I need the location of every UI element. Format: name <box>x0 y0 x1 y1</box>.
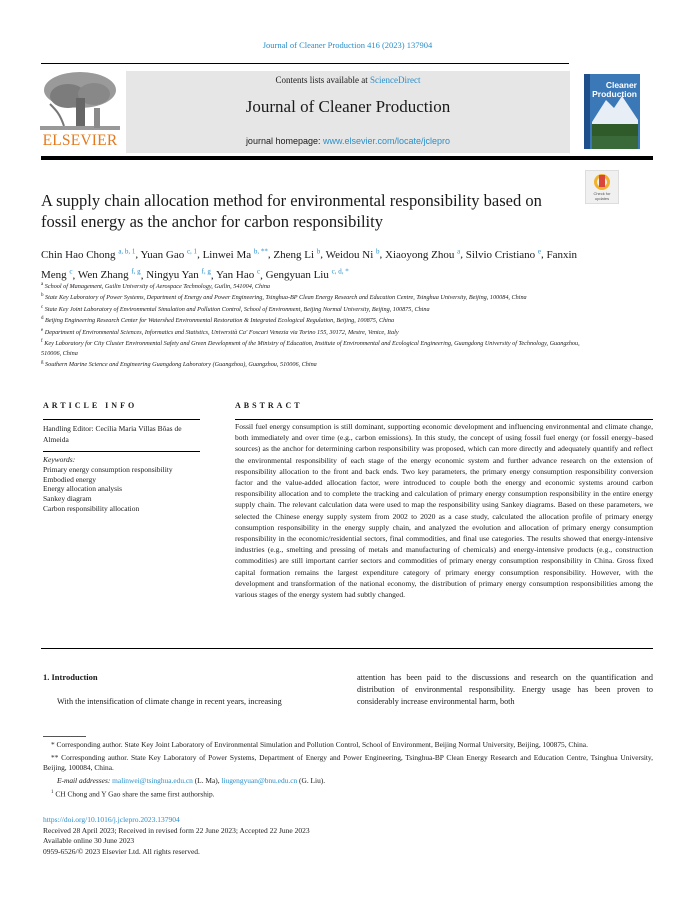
copyright: 0959-6526/© 2023 Elsevier Ltd. All rights reserved. <box>43 846 200 856</box>
author-affiliation-marks[interactable]: c, 1 <box>186 247 198 255</box>
article-info-rule <box>43 419 200 420</box>
affiliation-list <box>41 280 601 370</box>
affiliation <box>41 280 601 291</box>
author-affiliation-marks[interactable]: f, g <box>131 267 141 276</box>
author[interactable] <box>326 249 380 261</box>
author-separator: , <box>140 269 147 282</box>
affiliation-text: Beijing Engineering Research Center for Watershed Environmental Restoration & Integrated Ecological Regulation, Beijing, 100875, China <box>45 317 395 325</box>
author-separator: , <box>72 269 78 282</box>
author-affiliation-marks[interactable]: e <box>537 247 541 255</box>
introduction-left-column: With the intensification of climate change in recent years, increasing <box>57 697 282 706</box>
journal-title: Journal of Cleaner Production <box>245 97 451 116</box>
email-label: E-mail addresses: <box>57 775 111 785</box>
email-link[interactable]: liugengyuan@bnu.edu.cn <box>221 775 298 785</box>
masthead-rule <box>41 156 653 160</box>
author[interactable] <box>273 249 320 261</box>
affiliation-key: d <box>41 316 44 322</box>
journal-cover[interactable] <box>584 74 640 149</box>
footnote-corresponding-1: * Corresponding author. State Key Joint Laboratory of Environmental Simulation and Pollution Control, School of Environment, Beijing Normal University, Beijing, 100875, China. <box>51 740 588 749</box>
keyword: Sankey diagram <box>43 494 92 504</box>
affiliation <box>41 291 601 302</box>
author-name: Gengyuan Liu <box>265 269 329 282</box>
abstract-rule <box>235 419 653 420</box>
tree-icon <box>40 70 120 132</box>
introduction-heading: 1. Introduction <box>43 672 98 682</box>
abstract-text: Fossil fuel energy consumption is still dominant, supporting economic development and influencing environmental and climate change, both immediately and over time (e.g., carbon emissions). In this study, the concept of using fossil fuel energy (or fossil energy–based sources) as the anchor for determining carbon responsibility was proposed, which can more directly and adequately quantify and reflect the environmental responsibility of each stage of the energy economic system and further advance research on the extension of responsibility allocation to the front and back ends. Two key parameters, the primary energy consumption responsibility conversion factor and the value-added allocation factor, were introduced to couple both the energy and economic systems around carbon responsibility allocation and to complete the tracking and calculation of primary energy consumption responsibility in the entire energy supply chain. The relevant calculation data were used to map the responsibility using Sankey diagrams. Based on these parameters, we selected the Chinese energy supply system from 2002 to 2020 as a case study, calculated the allocation profile of primary energy consumption responsibility in the energy supply chain, and analyzed the evolution and allocation of primary energy consumption responsibility in the economic/residential sectors, final commodities, and final use categories. The results showed that energy-intensive industries (e.g., smelting and pressing of metals and manufacturing of chemicals) and energy-intensive products (e.g., construction commodities) are still important carrier sectors and commodities of primary energy consumption responsibility in China. Gross fixed capital formation remains the largest expenditure category of primary energy consumption responsibility. However, with the development and transformation of the national economy, the distribution of primary energy consumption responsibilities among the various stages of the energy system had subtly changed. <box>235 422 653 600</box>
elsevier-wordmark: ELSEVIER <box>42 132 118 149</box>
footnote-corresponding-2: ** Corresponding author. State Key Laboratory of Power Systems, Department of Energy and Power Engineering, Tsinghua-BP Clean Energy Research and Education Centre, Tsinghua University, Beijing, 100084, China. <box>43 752 653 772</box>
affiliation-key: c <box>41 304 44 310</box>
author-name: Yan Hao <box>215 269 255 282</box>
abstract-heading: ABSTRACT <box>235 401 303 410</box>
keyword: Carbon responsibility allocation <box>43 503 140 513</box>
author-name: Linwei Ma <box>202 248 252 261</box>
author-affiliation-marks[interactable]: a <box>457 247 461 255</box>
author-list <box>41 243 601 284</box>
abstract-bottom-rule <box>41 648 653 649</box>
keywords-label: Keywords: <box>43 455 76 464</box>
crossmark-line2: updates <box>594 196 610 201</box>
author[interactable] <box>385 249 460 261</box>
author-name: Silvio Cristiano <box>465 248 536 261</box>
article-info-heading: ARTICLE INFO <box>43 401 138 410</box>
author-name: Wen Zhang <box>77 269 129 282</box>
publication-info <box>43 815 543 857</box>
history: Received 28 April 2023; Received in revised form 22 June 2023; Accepted 22 June 2023 <box>43 825 310 835</box>
footnote-mark: 1 <box>51 790 54 795</box>
footnotes <box>43 740 653 802</box>
author-separator: , <box>260 269 266 282</box>
author-name: Ningyu Yan <box>146 269 199 282</box>
affiliation-key: f <box>41 339 43 345</box>
footnote-emails <box>43 776 653 787</box>
author-affiliation-marks[interactable]: c <box>69 267 73 276</box>
doi-link[interactable]: https://doi.org/10.1016/j.jclepro.2023.137904 <box>43 815 180 824</box>
affiliation <box>41 314 601 325</box>
homepage-prefix: journal homepage: <box>245 136 323 146</box>
author-name: Xiaoyong Zhou <box>385 248 455 261</box>
footnote-authorship-text: CH Chong and Y Gao share the same first authorship. <box>53 789 215 799</box>
author[interactable] <box>203 249 268 261</box>
crossmark-line1: Check for <box>593 191 611 196</box>
keyword: Energy allocation analysis <box>43 484 123 494</box>
affiliation-key: b <box>41 293 44 299</box>
author-name: Chin Hao Chong <box>41 248 116 261</box>
footnote-rule <box>43 736 86 737</box>
keywords-block <box>43 455 213 514</box>
affiliation-text: School of Management, Guilin University of Aerospace Technology, Guilin, 541004, China <box>44 283 271 291</box>
author[interactable] <box>466 249 541 261</box>
affiliation-key: e <box>41 327 44 333</box>
author-affiliation-marks[interactable]: c, d, * <box>331 267 349 276</box>
affiliation-text: Southern Marine Science and Engineering Guangdong Laboratory (Guangzhou), Guangzhou, 510006, China <box>45 361 317 369</box>
homepage-link[interactable]: www.elsevier.com/locate/jclepro <box>323 136 451 146</box>
handling-editor: Handling Editor: Cecília Maria Villas Bôas de Almeida <box>43 424 182 444</box>
journal-banner <box>126 71 570 153</box>
author-affiliation-marks[interactable]: b, ** <box>253 247 268 255</box>
available-online: Available online 30 June 2023 <box>43 836 135 845</box>
author-separator: , <box>197 248 203 261</box>
check-for-updates-button[interactable] <box>585 170 619 204</box>
email-link[interactable]: malinwei@tsinghua.edu.cn <box>112 775 193 785</box>
keyword: Primary energy consumption responsibility <box>43 464 173 474</box>
cover-title-line2: Production <box>592 89 637 99</box>
author-name: Yuan Gao <box>140 248 185 261</box>
homepage-line <box>126 136 570 146</box>
author-name: Weidou Ni <box>325 248 374 261</box>
affiliation <box>41 337 601 358</box>
author-affiliation-marks[interactable]: f, g <box>201 267 211 276</box>
author-affiliation-marks[interactable]: a, b, 1 <box>118 247 136 255</box>
author-separator: , <box>135 248 141 261</box>
affiliation-text: State Key Joint Laboratory of Environmental Simulation and Pollution Control, School of Environment, Beijing Normal University, Beijing, 100875, China <box>44 306 430 313</box>
email-owner: (G. Liu). <box>297 775 326 785</box>
author[interactable] <box>141 249 198 261</box>
keywords-rule <box>43 451 200 452</box>
article-title: A supply chain allocation method for environmental responsibility based on fossil energy as the anchor for carbon responsibility <box>41 191 542 231</box>
author-separator: , <box>320 248 326 261</box>
contents-prefix: Contents lists available at <box>275 75 370 85</box>
sciencedirect-link[interactable]: ScienceDirect <box>370 75 421 85</box>
contents-line <box>126 75 570 85</box>
author-affiliation-marks[interactable]: b <box>376 247 380 255</box>
affiliation-key: g <box>41 360 44 366</box>
cover-image-icon <box>584 74 640 149</box>
author-separator: , <box>541 248 547 261</box>
running-head[interactable]: Journal of Cleaner Production 416 (2023) 137904 <box>262 40 433 50</box>
author-separator: , <box>267 248 274 261</box>
affiliation-text: Department of Environmental Sciences, Informatics and Statistics, Università Ca' Foscari Venezia via Torino 155, 30172, Mestre, Venice, Italy <box>44 328 399 336</box>
keyword: Embodied energy <box>43 474 96 484</box>
elsevier-logo[interactable] <box>40 70 120 150</box>
author-affiliation-marks[interactable]: c <box>257 267 261 276</box>
affiliation <box>41 303 601 314</box>
email-owner: (L. Ma), <box>192 775 222 785</box>
cover-title-line1: Cleaner <box>605 80 637 90</box>
affiliation-text: Key Laboratory for City Cluster Environmental Safety and Green Development of the Ministry of Education, Institute of Environmental and Ecological Engineering, Guangdong University of Technology, Guangzhou, 510006, China <box>41 340 580 357</box>
header-rule <box>41 63 569 64</box>
crossmark-icon <box>586 171 618 203</box>
author-separator: , <box>379 248 386 261</box>
author-separator: , <box>210 269 216 282</box>
affiliation <box>41 326 601 337</box>
author-name: Zheng Li <box>273 248 315 261</box>
footnote-authorship <box>43 788 653 800</box>
author[interactable] <box>41 249 135 261</box>
author-separator: , <box>460 248 466 261</box>
introduction-right-column: attention has been paid to the discussions and research on the quantification and distribution of environmental responsibility. Energy usage has been proven to considerably increase environmental harm, both <box>357 673 653 706</box>
author-affiliation-marks[interactable]: b <box>316 247 321 255</box>
affiliation <box>41 358 601 369</box>
author-name: Fanxin Meng <box>41 248 578 282</box>
affiliation-text: State Key Laboratory of Power Systems, Department of Energy and Power Engineering, Tsinghua-BP Clean Energy Research and Education Centre, Tsinghua University, Beijing, 100084, China <box>45 294 527 302</box>
affiliation-key: a <box>41 282 44 287</box>
